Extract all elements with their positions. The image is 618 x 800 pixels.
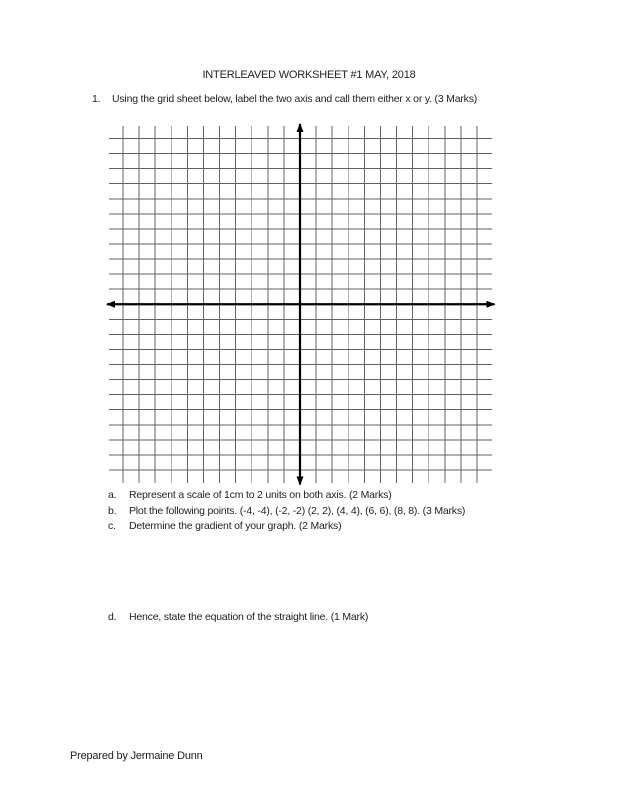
coordinate-grid [100, 115, 500, 493]
subquestion-a-text: Represent a scale of 1cm to 2 units on both axis. (2 Marks) [129, 489, 392, 501]
subquestion-a [108, 488, 465, 504]
subquestion-d-text: Hence, state the equation of the straight line. (1 Mark) [129, 611, 369, 623]
question-1 [92, 93, 477, 105]
subquestion-c-text: Determine the gradient of your graph. (2 Marks) [129, 520, 342, 533]
footer-author: Prepared by Jermaine Dunn [70, 750, 203, 762]
subquestion-b-text: Plot the following points. (-4, -4), (-2, -2) (2, 2), (4, 4), (6, 6), (8, 8). (3 Marks) [129, 504, 466, 517]
question-number: 1. [92, 93, 101, 105]
grid-axes [107, 124, 495, 485]
coordinate-grid-svg [100, 115, 500, 493]
subquestion-c-marker: c. [108, 520, 116, 533]
subquestion-a-marker: a. [108, 489, 117, 501]
subquestions-abc [108, 488, 465, 535]
subquestion-b-marker: b. [108, 504, 117, 517]
worksheet-title: INTERLEAVED WORKSHEET #1 MAY, 2018 [202, 69, 416, 81]
subquestion-d [108, 610, 368, 626]
question-text: Using the grid sheet below, label the two axis and call them either x or y. (3 Marks) [112, 93, 478, 105]
subquestion-d-marker: d. [108, 611, 117, 623]
subquestion-b [108, 504, 465, 520]
subquestion-c [108, 519, 465, 535]
